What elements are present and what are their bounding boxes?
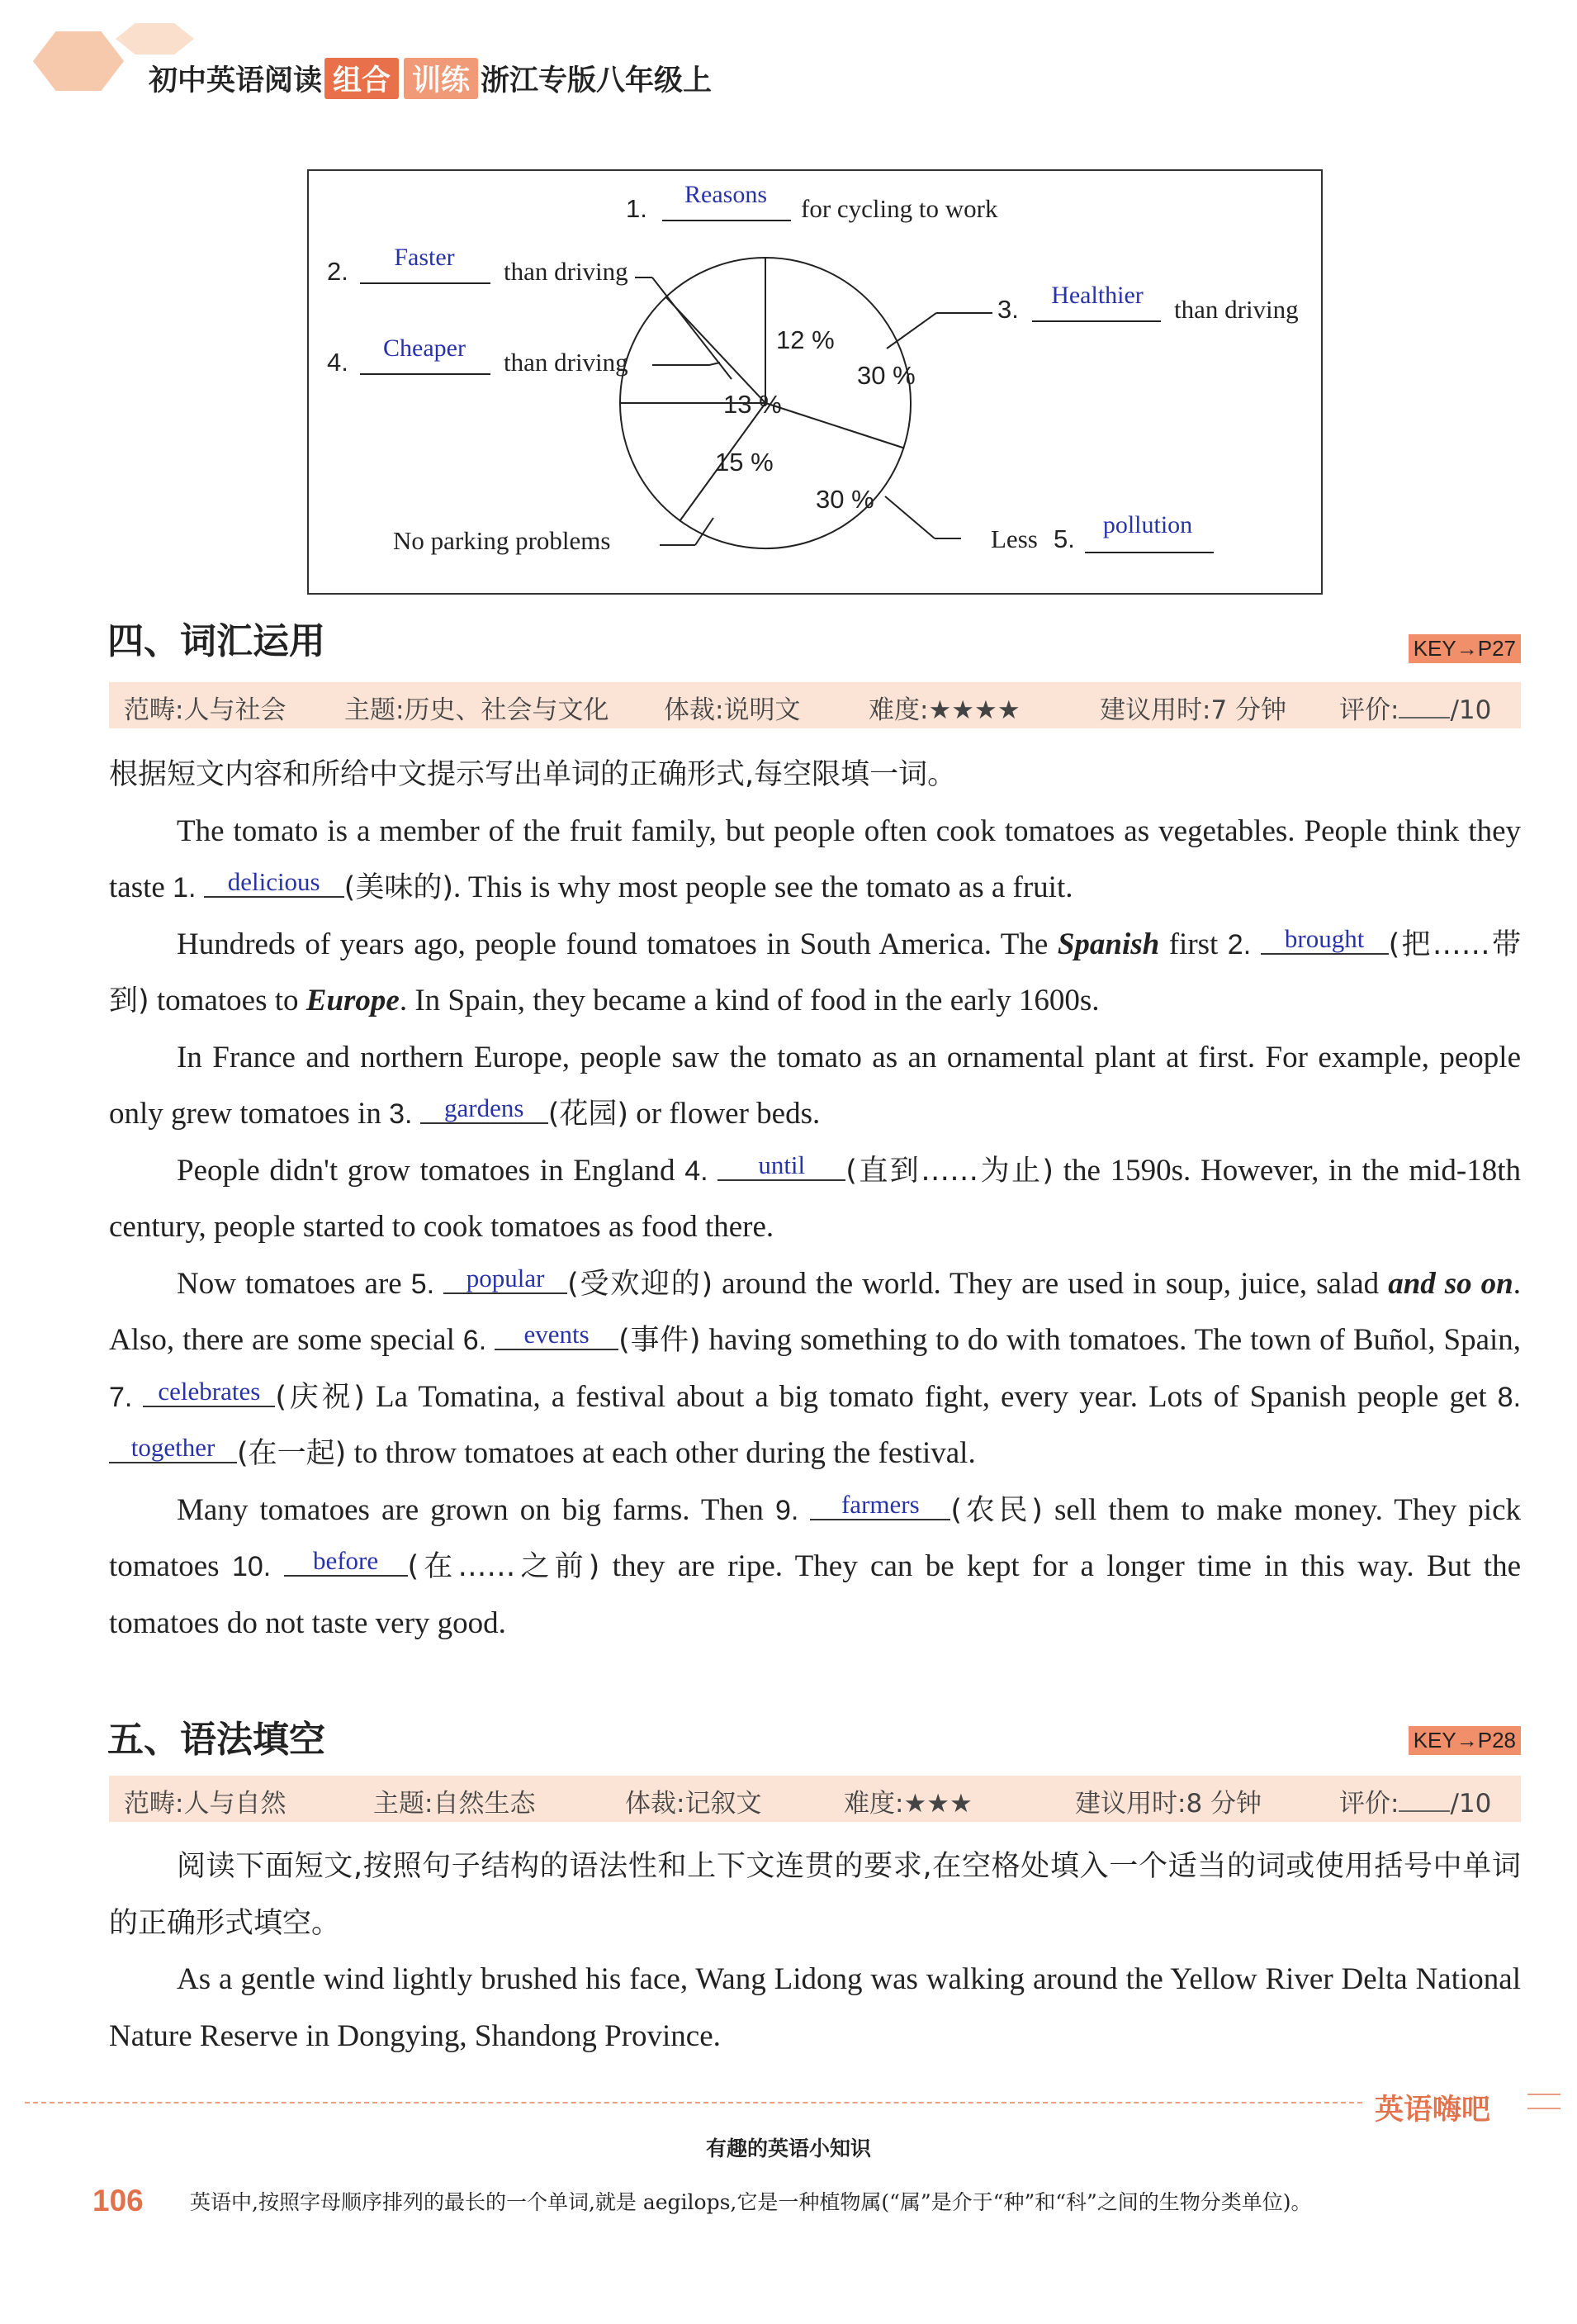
answer-blank-8[interactable]: together	[109, 1434, 237, 1463]
header-decoration	[33, 31, 124, 91]
answer-blank-5[interactable]: popular	[443, 1264, 567, 1294]
fun-fact-title: 有趣的英语小知识	[705, 2137, 871, 2160]
pie-chart-figure	[307, 169, 1323, 595]
section5-instruction: 阅读下面短文,按照句子结构的语法性和上下文连贯的要求,在空格处填入一个适当的词或使用括号中单词的正确形式填空。	[109, 1850, 1521, 1940]
section4-meta-time: 建议用时:7 分钟	[1100, 695, 1287, 725]
answer-blank-6[interactable]: events	[495, 1321, 618, 1350]
section4-meta-score: 评价: /10	[1339, 695, 1492, 725]
section4-passage	[109, 747, 1521, 1652]
section5-meta-scope: 范畴:人与自然	[124, 1789, 287, 1819]
section4-paragraph-2: Hundreds of years ago, people found tomatoes in South America. The Spanish first 2. brought (把……带到) tomatoes to Europe. In Spain, they became a kind of food in the early 1600s.	[109, 923, 1521, 1017]
footer-divider-end-2	[1527, 2108, 1560, 2109]
leader-line-healthier	[887, 313, 936, 349]
answer-blank-7[interactable]: celebrates	[143, 1378, 275, 1407]
section4-meta-theme: 主题:历史、社会与文化	[344, 695, 609, 725]
leader-line-pollution	[885, 496, 935, 538]
label-cheaper-text: than driving	[504, 348, 628, 377]
pie-chart-svg	[309, 171, 1321, 593]
pie-percent-pollution: 30 %	[816, 485, 874, 514]
footer-divider-end	[1527, 2094, 1560, 2095]
pie-percent-faster: 12 %	[776, 325, 835, 354]
section4-paragraph-4: People didn't grow tomatoes in England 4. until (直到……为止) the 1590s. However, in the mid-18th century, people started to cook tomatoes as food there.	[109, 1150, 1522, 1244]
book-edition: 浙江专版八年级上	[481, 64, 713, 97]
pie-percent-parking: 15 %	[715, 448, 774, 477]
section4-paragraph-1: The tomato is a member of the fruit family, but people often cook tomatoes as vegetables. People think they taste 1. delicious (美味的). This is why most people see the tomato as a fruit.	[109, 813, 1521, 904]
page-number: 106	[92, 2184, 144, 2217]
label-healthier-number: 3.	[997, 295, 1019, 324]
label-cheaper-answer: Cheaper	[383, 334, 466, 362]
section5-key-link[interactable]: KEY→P28	[1409, 1726, 1521, 1755]
pie-percent-cheaper: 13 %	[723, 390, 782, 419]
label-cheaper-number: 4.	[327, 348, 348, 377]
label-faster-text: than driving	[504, 257, 628, 286]
section5-meta-time: 建议用时:8 分钟	[1075, 1789, 1262, 1819]
section5-meta-bar	[109, 1776, 1521, 1822]
answer-blank-10[interactable]: before	[284, 1547, 408, 1577]
answer-blank-3[interactable]: gardens	[420, 1094, 548, 1124]
label-pollution-number: 5.	[1054, 524, 1075, 553]
badge-combo: 组合	[324, 58, 399, 99]
footer-brand: 英语嗨吧	[1375, 2094, 1491, 2127]
book-title	[149, 58, 712, 99]
section5-passage	[109, 1838, 1521, 2065]
section4-paragraph-6: Many tomatoes are grown on big farms. Then 9. farmers (农民) sell them to make money. They pick tomatoes 10. before (在……之前) they are ripe. They can be kept for a longer time in this way. But the tomatoes do not taste very good.	[109, 1489, 1522, 1640]
section5-meta-genre: 体裁:记叙文	[625, 1789, 762, 1819]
label-pollution-prefix: Less	[991, 524, 1038, 553]
label-faster-number: 2.	[327, 257, 348, 286]
section5-meta-score: 评价: /10	[1339, 1789, 1492, 1819]
pie-percent-healthier: 30 %	[857, 361, 916, 390]
label-healthier-text: than driving	[1174, 295, 1299, 324]
label-pollution-answer: pollution	[1102, 511, 1193, 538]
label-faster-answer: Faster	[394, 244, 455, 271]
badge-training: 训练	[404, 58, 478, 99]
answer-blank-9[interactable]: farmers	[810, 1491, 950, 1520]
chart-title-text: for cycling to work	[801, 194, 998, 223]
section4-meta-scope: 范畴:人与社会	[124, 695, 287, 725]
section4-meta-genre: 体裁:说明文	[664, 695, 801, 725]
section5-meta-difficulty: 难度:★★★	[844, 1789, 973, 1819]
answer-blank-4[interactable]: until	[717, 1151, 845, 1181]
chart-title-number: 1.	[626, 194, 647, 223]
footer-divider	[25, 2102, 1362, 2103]
section5-paragraph-1: As a gentle wind lightly brushed his face, Wang Lidong was walking around the Yellow River Delta National Nature Reserve in Dongying, Shandong Province.	[109, 1962, 1521, 2053]
section4-key-link[interactable]: KEY→P27	[1409, 634, 1521, 663]
fun-fact-text: 英语中,按照字母顺序排列的最长的一个单词,就是 aegilops,它是一种植物属(“属”是介于“种”和“科”之间的生物分类单位)。	[190, 2190, 1312, 2214]
section4-meta-difficulty: 难度:★★★★	[869, 695, 1021, 725]
section4-title: 四、词汇运用	[107, 620, 325, 662]
label-healthier-answer: Healthier	[1051, 282, 1144, 309]
section5-meta-theme: 主题:自然生态	[373, 1789, 536, 1819]
chart-title-answer: Reasons	[684, 181, 767, 208]
section4-instruction: 根据短文内容和所给中文提示写出单词的正确形式,每空限填一词。	[109, 758, 957, 791]
section5-title: 五、语法填空	[107, 1719, 325, 1761]
book-title-prefix: 初中英语阅读	[149, 64, 323, 97]
answer-blank-2[interactable]: brought	[1261, 925, 1389, 955]
answer-blank-1[interactable]: delicious	[204, 868, 344, 898]
section4-paragraph-5: Now tomatoes are 5. popular (受欢迎的) around the world. They are used in soup, juice, salad and so on. Also, there are some special 6. events (事件) having something to do with tomatoes. The town of Buñol, Spain, 7. celebrates (庆祝) La Tomatina, a festival about a big tomato fight, every year. Lots of Spanish people get 8. together (在一起) to throw tomatoes at each other during the festival.	[109, 1263, 1522, 1470]
header-decoration-small	[116, 23, 194, 55]
label-parking-text: No parking problems	[393, 526, 611, 555]
section4-paragraph-3: In France and northern Europe, people saw the tomato as an ornamental plant at first. For example, people only grew tomatoes in 3. gardens (花园) or flower beds.	[109, 1040, 1521, 1131]
section4-meta-bar	[109, 682, 1521, 728]
